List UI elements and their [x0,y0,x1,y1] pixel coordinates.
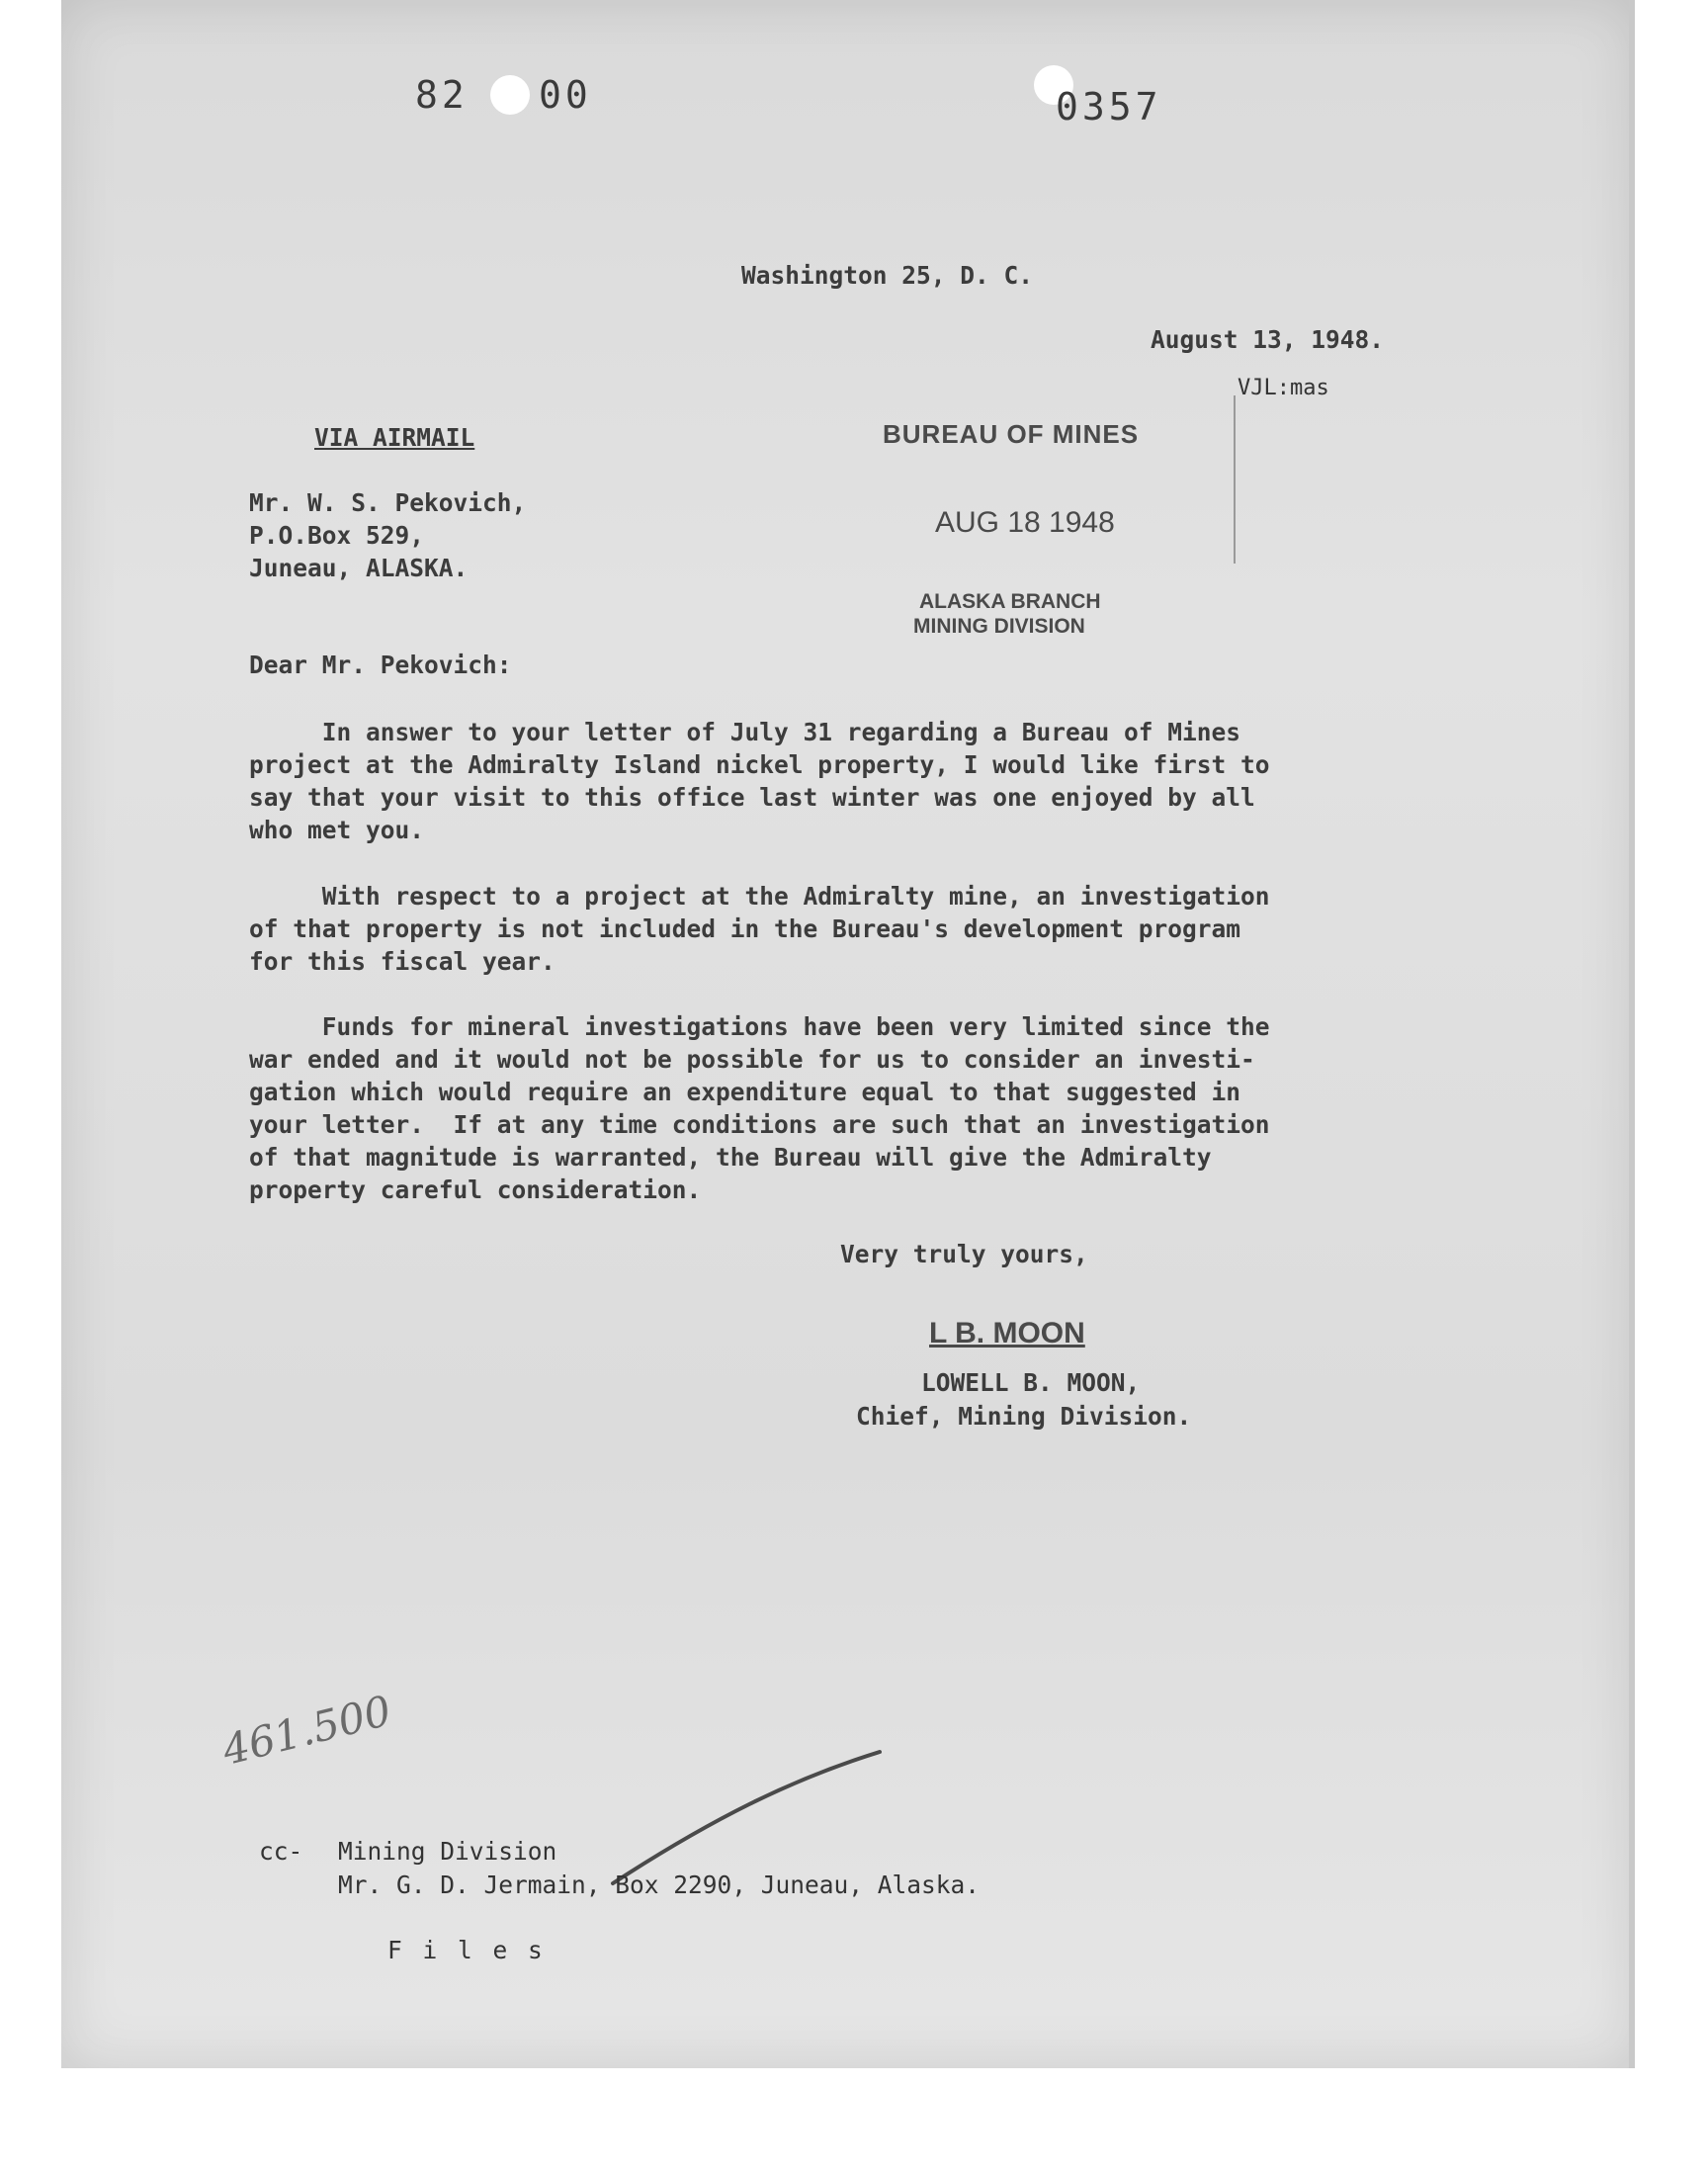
body-paragraph-2: With respect to a project at the Admiralty mine, an investigation of that property is not included in the Bureau's development program for this fiscal year. [249,882,1270,976]
handwritten-note: 461.500 [217,1686,396,1775]
cc-line-1: Mining Division [338,1837,557,1866]
stamp-branch: ALASKA BRANCH [919,590,1101,613]
stamp-division: MINING DIVISION [913,615,1085,638]
file-number-left: 82 [415,73,469,117]
stamp-date: AUG 18 1948 [935,506,1115,539]
delivery-method: VIA AIRMAIL [314,423,475,452]
body-paragraph-3: Funds for mineral investigations have been very limited since the war ended and it would not be possible for us to consider an investi- gation which would require an expenditure equal to that suggested in your letter. If at any time conditions are such that an investigation of that magnitude is warranted, the Bureau will give the Admiralty property careful consideration. [249,1012,1270,1204]
reference-initials: VJL:mas [1238,376,1329,400]
recipient-box: P.O.Box 529, [249,521,425,550]
file-number-right: 0357 [1056,85,1162,129]
body-paragraph-1: In answer to your letter of July 31 regarding a Bureau of Mines project at the Admiralty Island nickel property, I would like first to say that your visit to this office last winter was one enjoyed by all who met you. [249,718,1270,844]
letter-place: Washington 25, D. C. [741,261,1034,290]
cc-files: F i l e s [387,1936,546,1964]
salutation: Dear Mr. Pekovich: [249,651,512,679]
signature-stamp: L B. MOON [929,1317,1085,1349]
stamp-agency: BUREAU OF MINES [883,419,1140,449]
recipient-city: Juneau, ALASKA. [249,554,469,582]
signer-title: Chief, Mining Division. [856,1402,1192,1431]
cc-label: cc- [259,1837,303,1866]
signer-name: LOWELL B. MOON, [921,1368,1141,1397]
file-number-left-tail: 00 [539,73,592,117]
margin-line [1234,395,1236,564]
letter-date: August 13, 1948. [1151,325,1385,354]
closing: Very truly yours, [840,1240,1088,1268]
cc-line-2: Mr. G. D. Jermain, Box 2290, Juneau, Alaska. [338,1870,981,1899]
punch-hole-left [490,75,530,115]
sheet-edge [1629,0,1635,2068]
recipient-name: Mr. W. S. Pekovich, [249,488,527,517]
